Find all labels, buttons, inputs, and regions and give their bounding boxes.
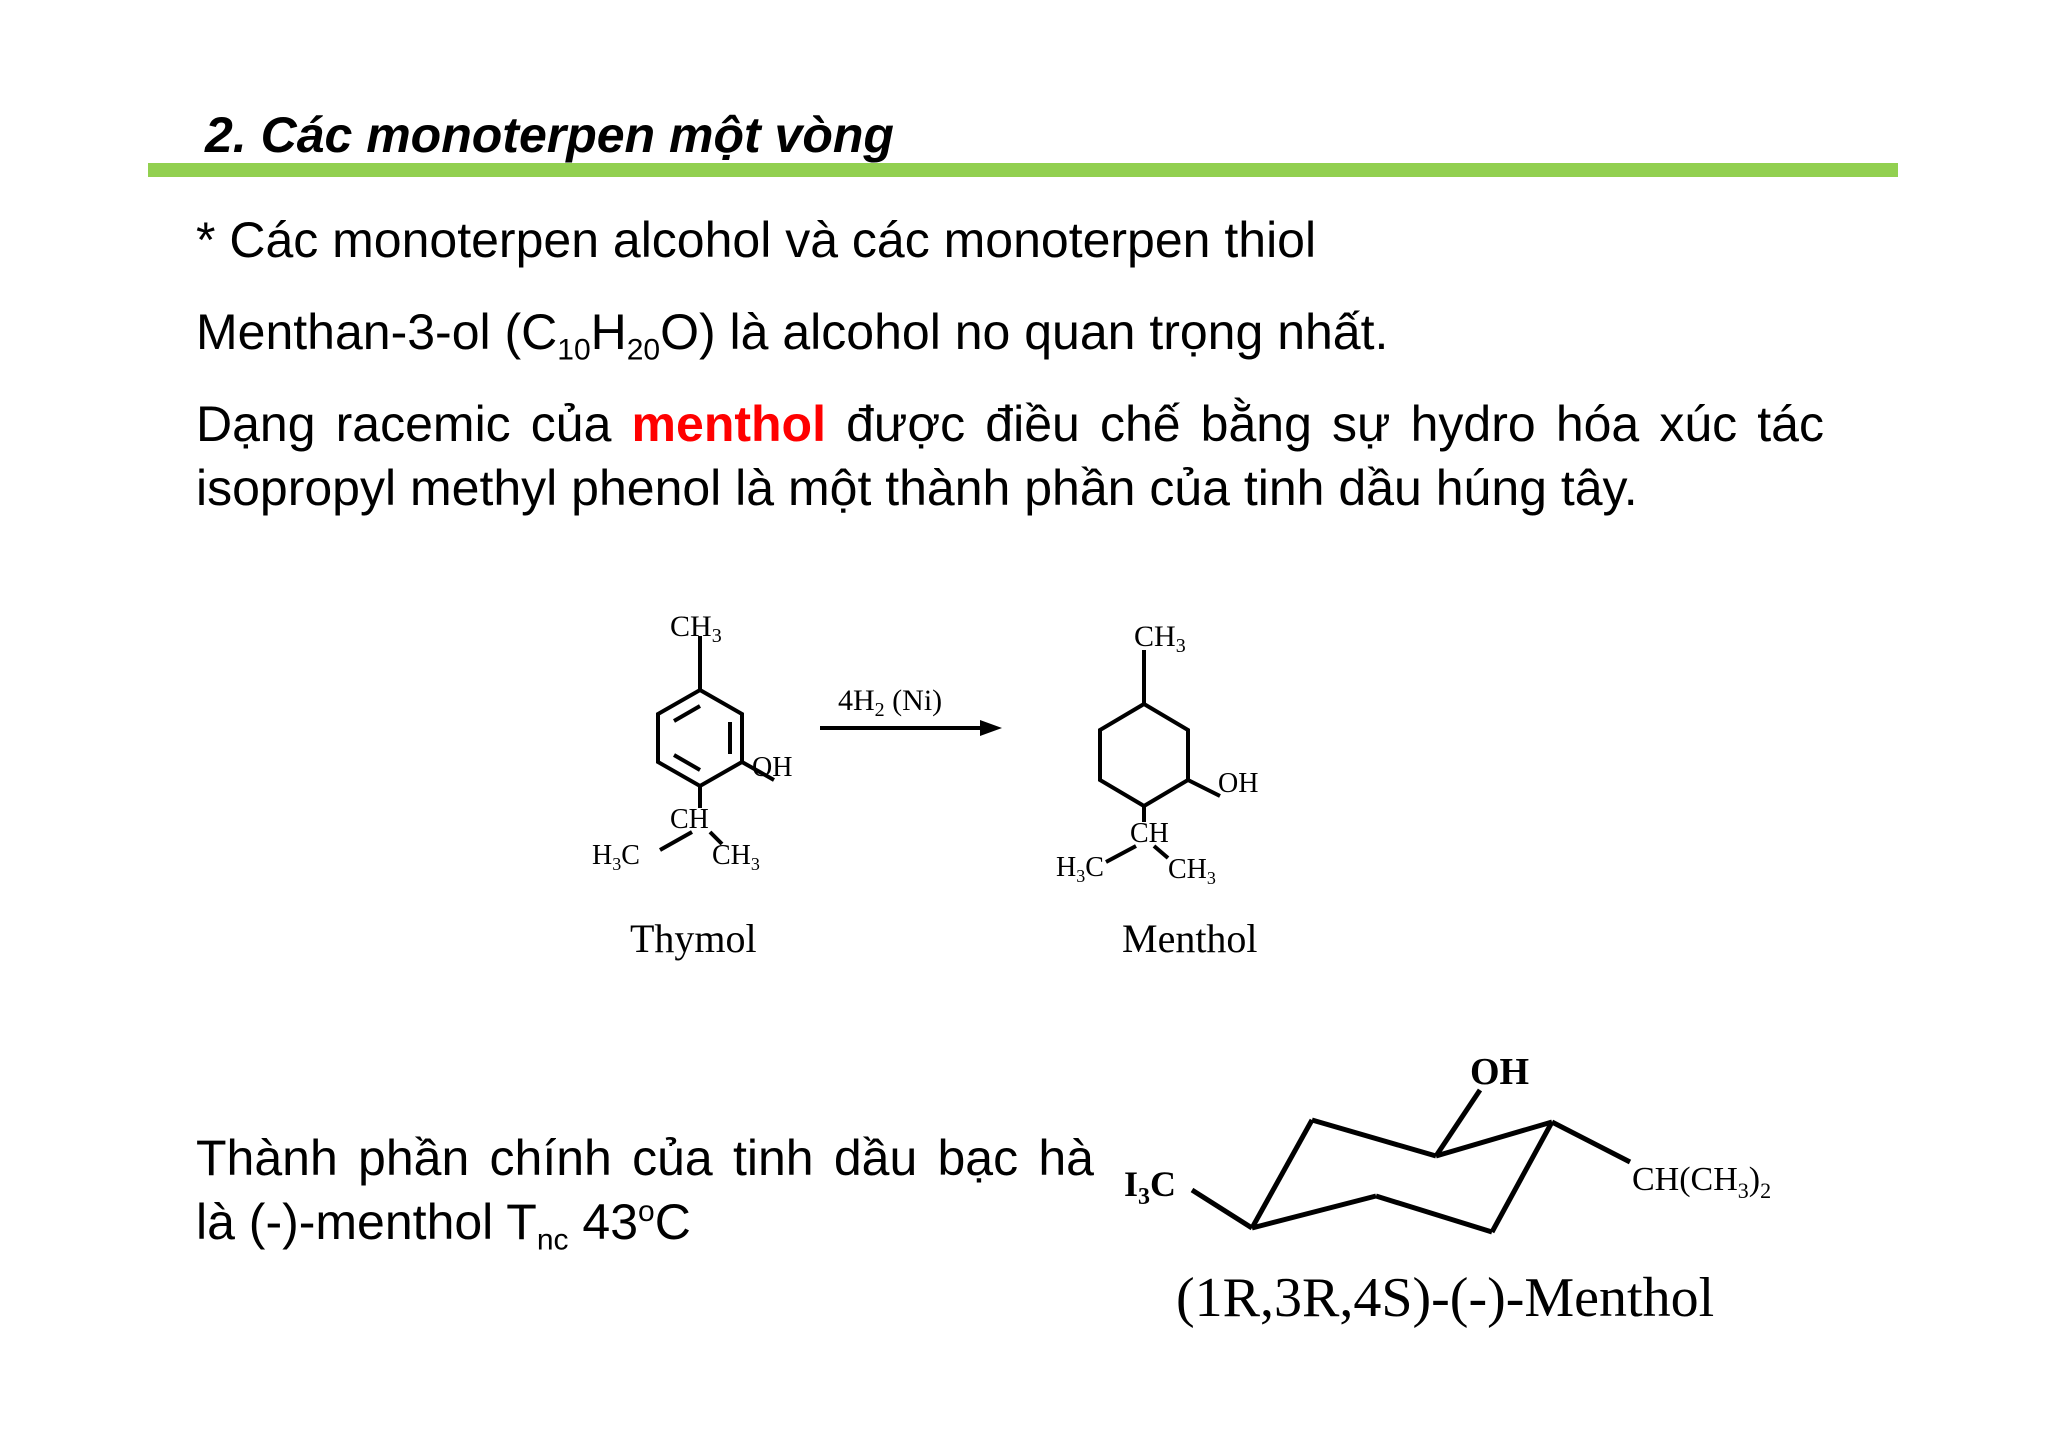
slide-title: 2. Các monoterpen một vòng <box>205 107 894 163</box>
thymol-h3c: $H_3C$ <box>592 840 640 874</box>
title-underline <box>148 163 1898 177</box>
chair-isopropyl: $CH(CH_3)_2$ <box>1632 1161 1772 1203</box>
reagent-label: $4H_2$ (Ni) <box>838 684 943 721</box>
thymol-oh: OH <box>752 752 793 783</box>
menthol-ch3-right: $CH_3$ <box>1168 854 1216 888</box>
chair-name: (1R,3R,4S)-(-)-Menthol <box>1176 1267 1715 1329</box>
menthol-oh: OH <box>1218 768 1259 799</box>
thymol-ch: CH <box>670 804 709 835</box>
reaction-arrow <box>820 720 1002 736</box>
bullet-line: * Các monoterpen alcohol và các monoterpen thiol <box>196 212 1317 268</box>
chair-oh: OH <box>1470 1051 1530 1093</box>
menthol-chair-structure <box>1110 1040 1830 1340</box>
chair-bonds <box>1192 1090 1630 1232</box>
menthan-formula-line: Menthan-3-ol $(C_{10}H_{20}O)$ là alcohol no quan trọng nhất. <box>196 304 1389 367</box>
menthol-ch: CH <box>1130 818 1169 849</box>
menthol-h3c: $H_3C$ <box>1056 852 1104 886</box>
chair-h3c: $I_3C$ <box>1124 1164 1177 1210</box>
thymol-ch3-top: $CH_3$ <box>670 610 722 647</box>
thymol-label: Thymol <box>630 916 757 961</box>
peppermint-paragraph: Thành phần chính của tinh dầu bạc hà là (-)-menthol $T_{nc}$ 43$^o$C <box>196 1130 1094 1257</box>
racemic-paragraph: Dạng racemic của menthol được điều chế bằng sự hydro hóa xúc tác isopropyl methyl phenol là một thành phần của tinh dầu húng tây. <box>196 396 1824 516</box>
menthol-highlight: menthol <box>631 396 826 452</box>
menthol-ch3-top: $CH_3$ <box>1134 620 1186 657</box>
menthol-label: Menthol <box>1122 916 1258 961</box>
reaction-scheme <box>570 600 1310 980</box>
thymol-ch3-right: $CH_3$ <box>712 840 760 874</box>
